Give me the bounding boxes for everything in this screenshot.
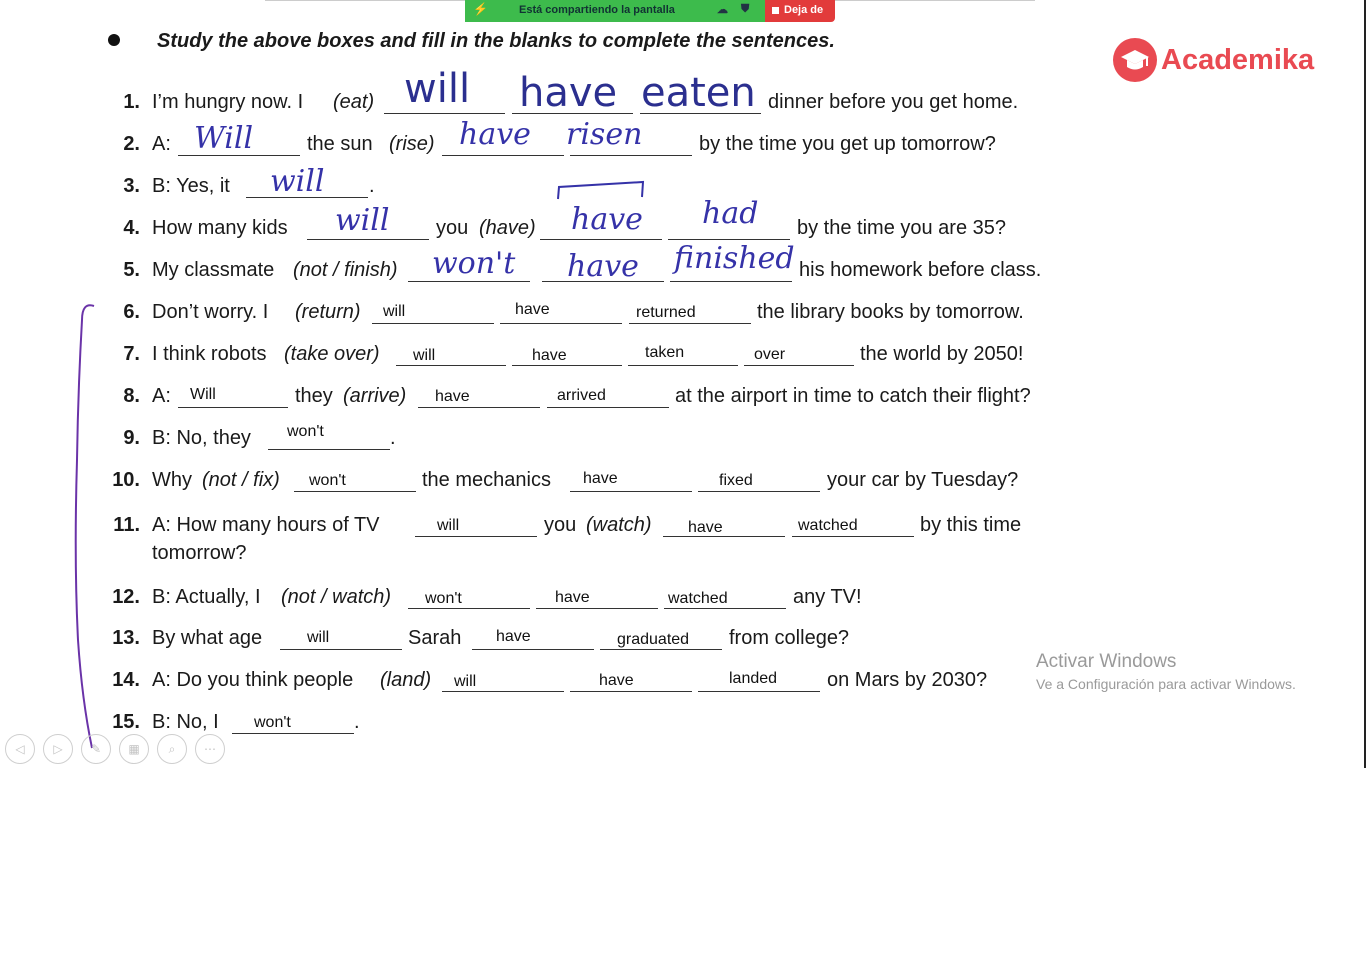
verb-hint: (return)	[295, 301, 361, 323]
verb-hint: (have)	[479, 217, 536, 239]
blank[interactable]	[512, 343, 622, 366]
question-text: any TV!	[793, 586, 862, 608]
handwritten-answer: eaten	[641, 70, 756, 116]
question-number: 12.	[112, 586, 140, 608]
question-text: My classmate	[152, 259, 275, 281]
question-text: from college?	[729, 627, 850, 649]
screen-share-bar	[465, 0, 765, 22]
shield-icon: ⛊	[741, 3, 750, 15]
question-number: 14.	[112, 669, 140, 691]
typed-answer: watched	[798, 517, 858, 534]
verb-hint: (take over)	[284, 343, 380, 365]
question-text: .	[390, 427, 396, 449]
question-number: 3.	[123, 175, 140, 197]
blank[interactable]	[698, 469, 820, 492]
question-text: A:	[152, 133, 171, 155]
verb-hint: (land)	[380, 669, 432, 691]
verb-hint: (arrive)	[343, 385, 407, 407]
question-number: 1.	[123, 91, 140, 113]
typed-answer: fixed	[719, 472, 753, 489]
question-number: 4.	[123, 217, 140, 239]
handwritten-answer: have	[567, 249, 639, 284]
blank[interactable]	[280, 627, 402, 650]
stop-sharing-label: Deja de	[784, 4, 824, 16]
question-text: A:	[152, 385, 171, 407]
question-text: A: Do you think people	[152, 669, 354, 691]
windows-activation-subtitle: Ve a Configuración para activar Windows.	[1036, 676, 1296, 692]
typed-answer: have	[583, 470, 618, 487]
slides-icon[interactable]: ▦	[119, 734, 149, 764]
question-text: the world by 2050!	[860, 343, 1024, 365]
typed-answer: watched	[668, 590, 728, 607]
verb-hint: (eat)	[333, 91, 375, 113]
question-number: 9.	[123, 427, 140, 449]
handwritten-answer: will	[270, 164, 325, 199]
academika-logo	[1113, 38, 1323, 84]
share-status-text: Está compartiendo la pantalla	[519, 4, 675, 16]
verb-hint: (watch)	[586, 514, 652, 536]
typed-answer: have	[496, 628, 531, 645]
question-number: 6.	[123, 301, 140, 323]
question-number: 11.	[113, 514, 140, 536]
typed-answer: won't	[254, 714, 291, 731]
stop-icon	[772, 7, 779, 14]
typed-answer: have	[555, 589, 590, 606]
question-number: 13.	[112, 627, 140, 649]
handwritten-answer: risen	[566, 117, 643, 152]
typed-answer: won't	[287, 423, 324, 440]
question-text: tomorrow?	[152, 542, 247, 564]
typed-answer: won't	[425, 590, 462, 607]
pin-icon[interactable]: ⚡	[473, 2, 488, 16]
typed-answer: arrived	[557, 387, 606, 404]
question-text: I’m hungry now. I	[152, 91, 304, 113]
typed-answer: have	[599, 672, 634, 689]
typed-answer: will	[413, 347, 436, 364]
instruction-text: Study the above boxes and fill in the blanks to complete the sentences.	[157, 30, 835, 52]
handwritten-answer: have	[519, 70, 618, 116]
typed-answer: will	[383, 303, 406, 320]
cloud-icon[interactable]: ☁	[717, 4, 728, 16]
question-text: your car by Tuesday?	[827, 469, 1019, 491]
handwritten-answer: will	[404, 66, 471, 112]
question-text: by the time you get up tomorrow?	[699, 133, 996, 155]
handwritten-mark	[555, 179, 647, 203]
question-text: the sun	[307, 133, 373, 155]
question-text: at the airport in time to catch their flight?	[675, 385, 1031, 407]
verb-hint: (rise)	[389, 133, 435, 155]
typed-answer: have	[515, 301, 550, 318]
logo-text: Academika	[1161, 44, 1315, 76]
question-text: you	[544, 514, 577, 536]
typed-answer: will	[454, 673, 477, 690]
typed-answer: have	[688, 519, 723, 536]
question-text: B: Actually, I	[152, 586, 261, 608]
typed-answer: will	[307, 629, 330, 646]
pen-icon[interactable]: ✎	[81, 734, 111, 764]
question-number: 7.	[123, 343, 140, 365]
stop-sharing-button[interactable]	[765, 0, 835, 22]
question-text: A: How many hours of TV	[152, 514, 380, 536]
question-text: on Mars by 2030?	[827, 669, 988, 691]
question-text: .	[354, 711, 360, 733]
question-text: Why	[152, 469, 192, 491]
question-text: B: No, they	[152, 427, 251, 449]
question-text: the library books by tomorrow.	[757, 301, 1024, 323]
question-number: 15.	[112, 711, 140, 733]
question-number: 10.	[112, 469, 140, 491]
blank[interactable]	[663, 514, 785, 537]
typed-answer: graduated	[617, 631, 690, 648]
question-text: B: Yes, it	[152, 175, 230, 197]
question-text: How many kids	[152, 217, 288, 239]
question-text: the mechanics	[422, 469, 551, 491]
typed-answer: returned	[636, 304, 696, 321]
question-text: Sarah	[408, 627, 462, 649]
typed-answer: have	[532, 347, 567, 364]
verb-hint: (not / finish)	[293, 259, 398, 281]
question-text: I think robots	[152, 343, 267, 365]
typed-answer: Will	[190, 386, 216, 403]
blank[interactable]	[415, 514, 537, 537]
typed-answer: have	[435, 388, 470, 405]
graduation-cap-icon	[1113, 38, 1157, 82]
question-text: Don’t worry. I	[152, 301, 269, 323]
question-text: By what age	[152, 627, 263, 649]
question-text: B: No, I	[152, 711, 219, 733]
handwritten-answer: finished	[674, 241, 795, 276]
question-text: .	[369, 175, 375, 197]
handwritten-answer: had	[702, 196, 759, 231]
windows-activation-title: Activar Windows	[1036, 651, 1177, 672]
blank[interactable]	[472, 627, 594, 650]
typed-answer: won't	[309, 472, 346, 489]
typed-answer: over	[754, 346, 786, 363]
typed-answer: will	[437, 517, 460, 534]
handwritten-bracket	[68, 300, 108, 760]
question-number: 2.	[123, 133, 140, 155]
verb-hint: (not / fix)	[202, 469, 280, 491]
arrow-left-icon[interactable]: ◁	[5, 734, 35, 764]
verb-hint: (not / watch)	[281, 586, 392, 608]
arrow-right-icon[interactable]: ▷	[43, 734, 73, 764]
zoom-icon[interactable]: ⌕	[157, 734, 187, 764]
more-icon[interactable]: ⋯	[195, 734, 225, 764]
handwritten-answer: won't	[432, 246, 516, 281]
question-text: his homework before class.	[799, 259, 1042, 281]
question-number: 5.	[123, 259, 140, 281]
handwritten-answer: will	[335, 203, 390, 238]
handwritten-answer: have	[459, 117, 531, 152]
handwritten-answer: have	[571, 202, 643, 237]
question-text: by this time	[920, 514, 1022, 536]
question-text: you	[436, 217, 469, 239]
question-number: 8.	[123, 385, 140, 407]
blank[interactable]	[232, 711, 354, 734]
handwritten-answer: Will	[194, 121, 254, 156]
bullet-icon	[108, 34, 120, 46]
question-text: they	[295, 385, 333, 407]
question-text: by the time you are 35?	[797, 217, 1007, 239]
typed-answer: taken	[645, 344, 685, 361]
question-text: dinner before you get home.	[768, 91, 1019, 113]
typed-answer: landed	[729, 670, 778, 687]
